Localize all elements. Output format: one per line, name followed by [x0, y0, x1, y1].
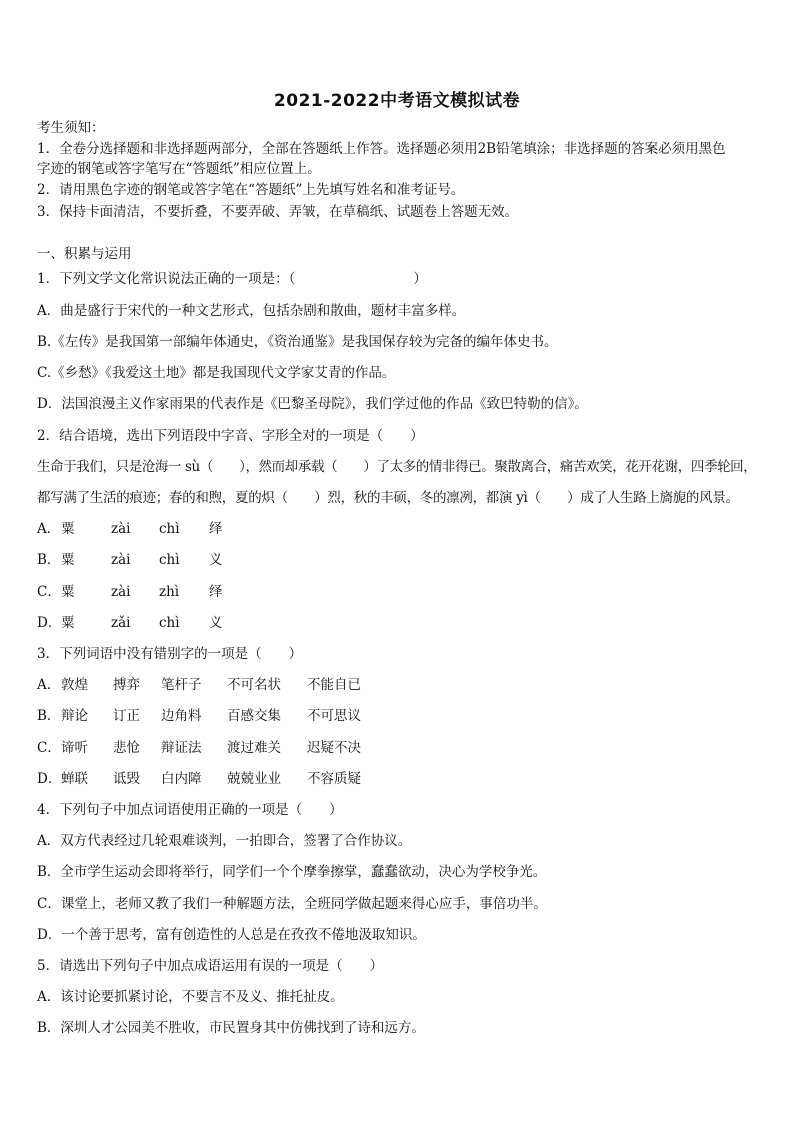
option-char-1: 粟	[61, 615, 75, 631]
question-1-option-d: D．法国浪漫主义作家雨果的代表作是《巴黎圣母院》，我们学过他的作品《致巴特勒的信》。	[37, 396, 588, 412]
option-word-5: 迟疑不决	[307, 740, 361, 756]
option-word-4: 渡过难关	[227, 740, 281, 756]
notice-heading: 考生须知：	[37, 120, 105, 136]
question-1-option-c: C.《乡愁》《我爱这土地》都是我国现代文学家艾青的作品。	[37, 365, 396, 381]
notice-item-3: 3．保持卡面清洁，不要折叠，不要弄破、弄皱，在草稿纸、试题卷上答题无效。	[37, 204, 519, 220]
option-letter: B．	[37, 552, 61, 568]
question-3-option-a	[37, 676, 361, 694]
section-heading: 一、积累与运用	[37, 246, 132, 262]
option-word-3: 笔杆子	[161, 677, 202, 693]
notice-item-1-line-2: 字迹的钢笔或答字笔写在“答题纸”相应位置上。	[37, 161, 321, 177]
question-2-stem: 2．结合语境，选出下列语段中字音、字形全对的一项是（ ）	[37, 428, 424, 444]
question-1-option-a: A．曲是盛行于宋代的一种文艺形式，包括杂剧和散曲，题材丰富多样。	[37, 303, 466, 319]
question-2-option-c	[37, 583, 223, 601]
option-char-1: 粟	[61, 584, 75, 600]
option-word-1: 谛听	[61, 740, 88, 756]
option-char-1: 粟	[61, 521, 75, 537]
option-pinyin-2: chì	[159, 615, 180, 631]
question-1-stem-prefix: 1．下列文学文化常识说法正确的一项是：（	[37, 271, 296, 287]
question-5-stem: 5．请选出下列句子中加点成语运用有误的一项是（ ）	[37, 958, 384, 974]
option-pinyin-1: zài	[111, 552, 131, 568]
option-word-1: 蝉联	[61, 771, 88, 787]
option-word-4: 百感交集	[227, 708, 281, 724]
question-5-option-b: B．深圳人才公园美不胜收，市民置身其中仿佛找到了诗和远方。	[37, 1020, 425, 1036]
question-1-option-b: B.《左传》是我国第一部编年体通史，《资治通鉴》是我国保存较为完备的编年体史书。	[37, 334, 558, 350]
question-3-stem: 3．下列词语中没有错别字的一项是（ ）	[37, 646, 303, 662]
option-word-2: 悲怆	[113, 740, 140, 756]
option-word-1: 敦煌	[61, 677, 88, 693]
option-letter: A．	[37, 521, 61, 537]
option-word-4: 不可名状	[227, 677, 281, 693]
option-word-3: 边角料	[161, 708, 202, 724]
exam-title: 2021-2022中考语文模拟试卷	[273, 91, 521, 111]
option-pinyin-2: zhì	[159, 584, 180, 600]
option-char-2: 义	[209, 615, 223, 631]
option-word-2: 搏弈	[113, 677, 140, 693]
option-word-1: 辩论	[61, 708, 88, 724]
option-letter: D．	[37, 771, 62, 787]
option-word-5: 不可思议	[307, 708, 361, 724]
question-4-option-a: A．双方代表经过几轮艰难谈判，一拍即合，签署了合作协议。	[37, 833, 412, 849]
question-1-stem	[37, 270, 427, 288]
question-5-option-a: A．该讨论要抓紧讨论，不要言不及义、推托扯皮。	[37, 989, 344, 1005]
option-char-2: 义	[209, 552, 223, 568]
option-word-3: 辩证法	[161, 740, 202, 756]
question-2-option-b	[37, 551, 223, 569]
option-pinyin-1: zài	[111, 584, 131, 600]
question-3-option-c	[37, 739, 361, 757]
option-letter: D．	[37, 615, 62, 631]
option-letter: C．	[37, 740, 61, 756]
question-3-option-b	[37, 707, 361, 725]
question-3-option-d	[37, 770, 361, 788]
option-char-2: 绎	[209, 521, 223, 537]
option-letter: C．	[37, 584, 61, 600]
option-word-4: 兢兢业业	[227, 771, 281, 787]
option-word-3: 白内障	[161, 771, 202, 787]
question-1-stem-suffix: ）	[413, 271, 427, 287]
option-pinyin-1: zǎi	[111, 615, 131, 631]
option-word-2: 诋毁	[113, 771, 140, 787]
question-4-option-c: C．课堂上，老师又教了我们一种解题方法，全班同学做起题来得心应手，事倍功半。	[37, 896, 547, 912]
question-4-stem: 4．下列句子中加点词语使用正确的一项是（ ）	[37, 802, 343, 818]
option-pinyin-1: zài	[111, 521, 131, 537]
option-word-2: 订正	[113, 708, 140, 724]
option-letter: A．	[37, 677, 61, 693]
option-char-1: 粟	[61, 552, 75, 568]
question-2-option-d	[37, 614, 223, 632]
notice-item-1-line-1: 1．全卷分选择题和非选择题两部分，全部在答题纸上作答。选择题必须用2B铅笔填涂；非选择题的答案必须用黑色	[37, 141, 726, 157]
option-word-5: 不容质疑	[307, 771, 361, 787]
question-2-passage-line-2: 都写满了生活的痕迹；春的和煦，夏的炽（ ）烈，秋的丰硕，冬的凛冽，都演 yì（ ）成了人生路上旖旎的风景。	[37, 490, 739, 506]
question-2-passage-line-1: 生命于我们，只是沧海一 sù（ ），然而却承载（ ）了太多的情非得已。聚散离合，痛苦欢笑，花开花谢，四季轮回，	[37, 459, 757, 475]
question-4-option-b: B．全市学生运动会即将举行，同学们一个个摩拳擦掌，蠢蠢欲动，决心为学校争光。	[37, 864, 547, 880]
option-letter: B．	[37, 708, 61, 724]
option-pinyin-2: chì	[159, 552, 180, 568]
option-word-5: 不能自已	[307, 677, 361, 693]
question-2-option-a	[37, 520, 223, 538]
option-char-2: 绎	[209, 584, 223, 600]
option-pinyin-2: chì	[159, 521, 180, 537]
notice-item-2: 2．请用黑色字迹的钢笔或答字笔在“答题纸”上先填写姓名和准考证号。	[37, 182, 465, 198]
question-4-option-d: D．一个善于思考，富有创造性的人总是在孜孜不倦地汲取知识。	[37, 927, 426, 943]
